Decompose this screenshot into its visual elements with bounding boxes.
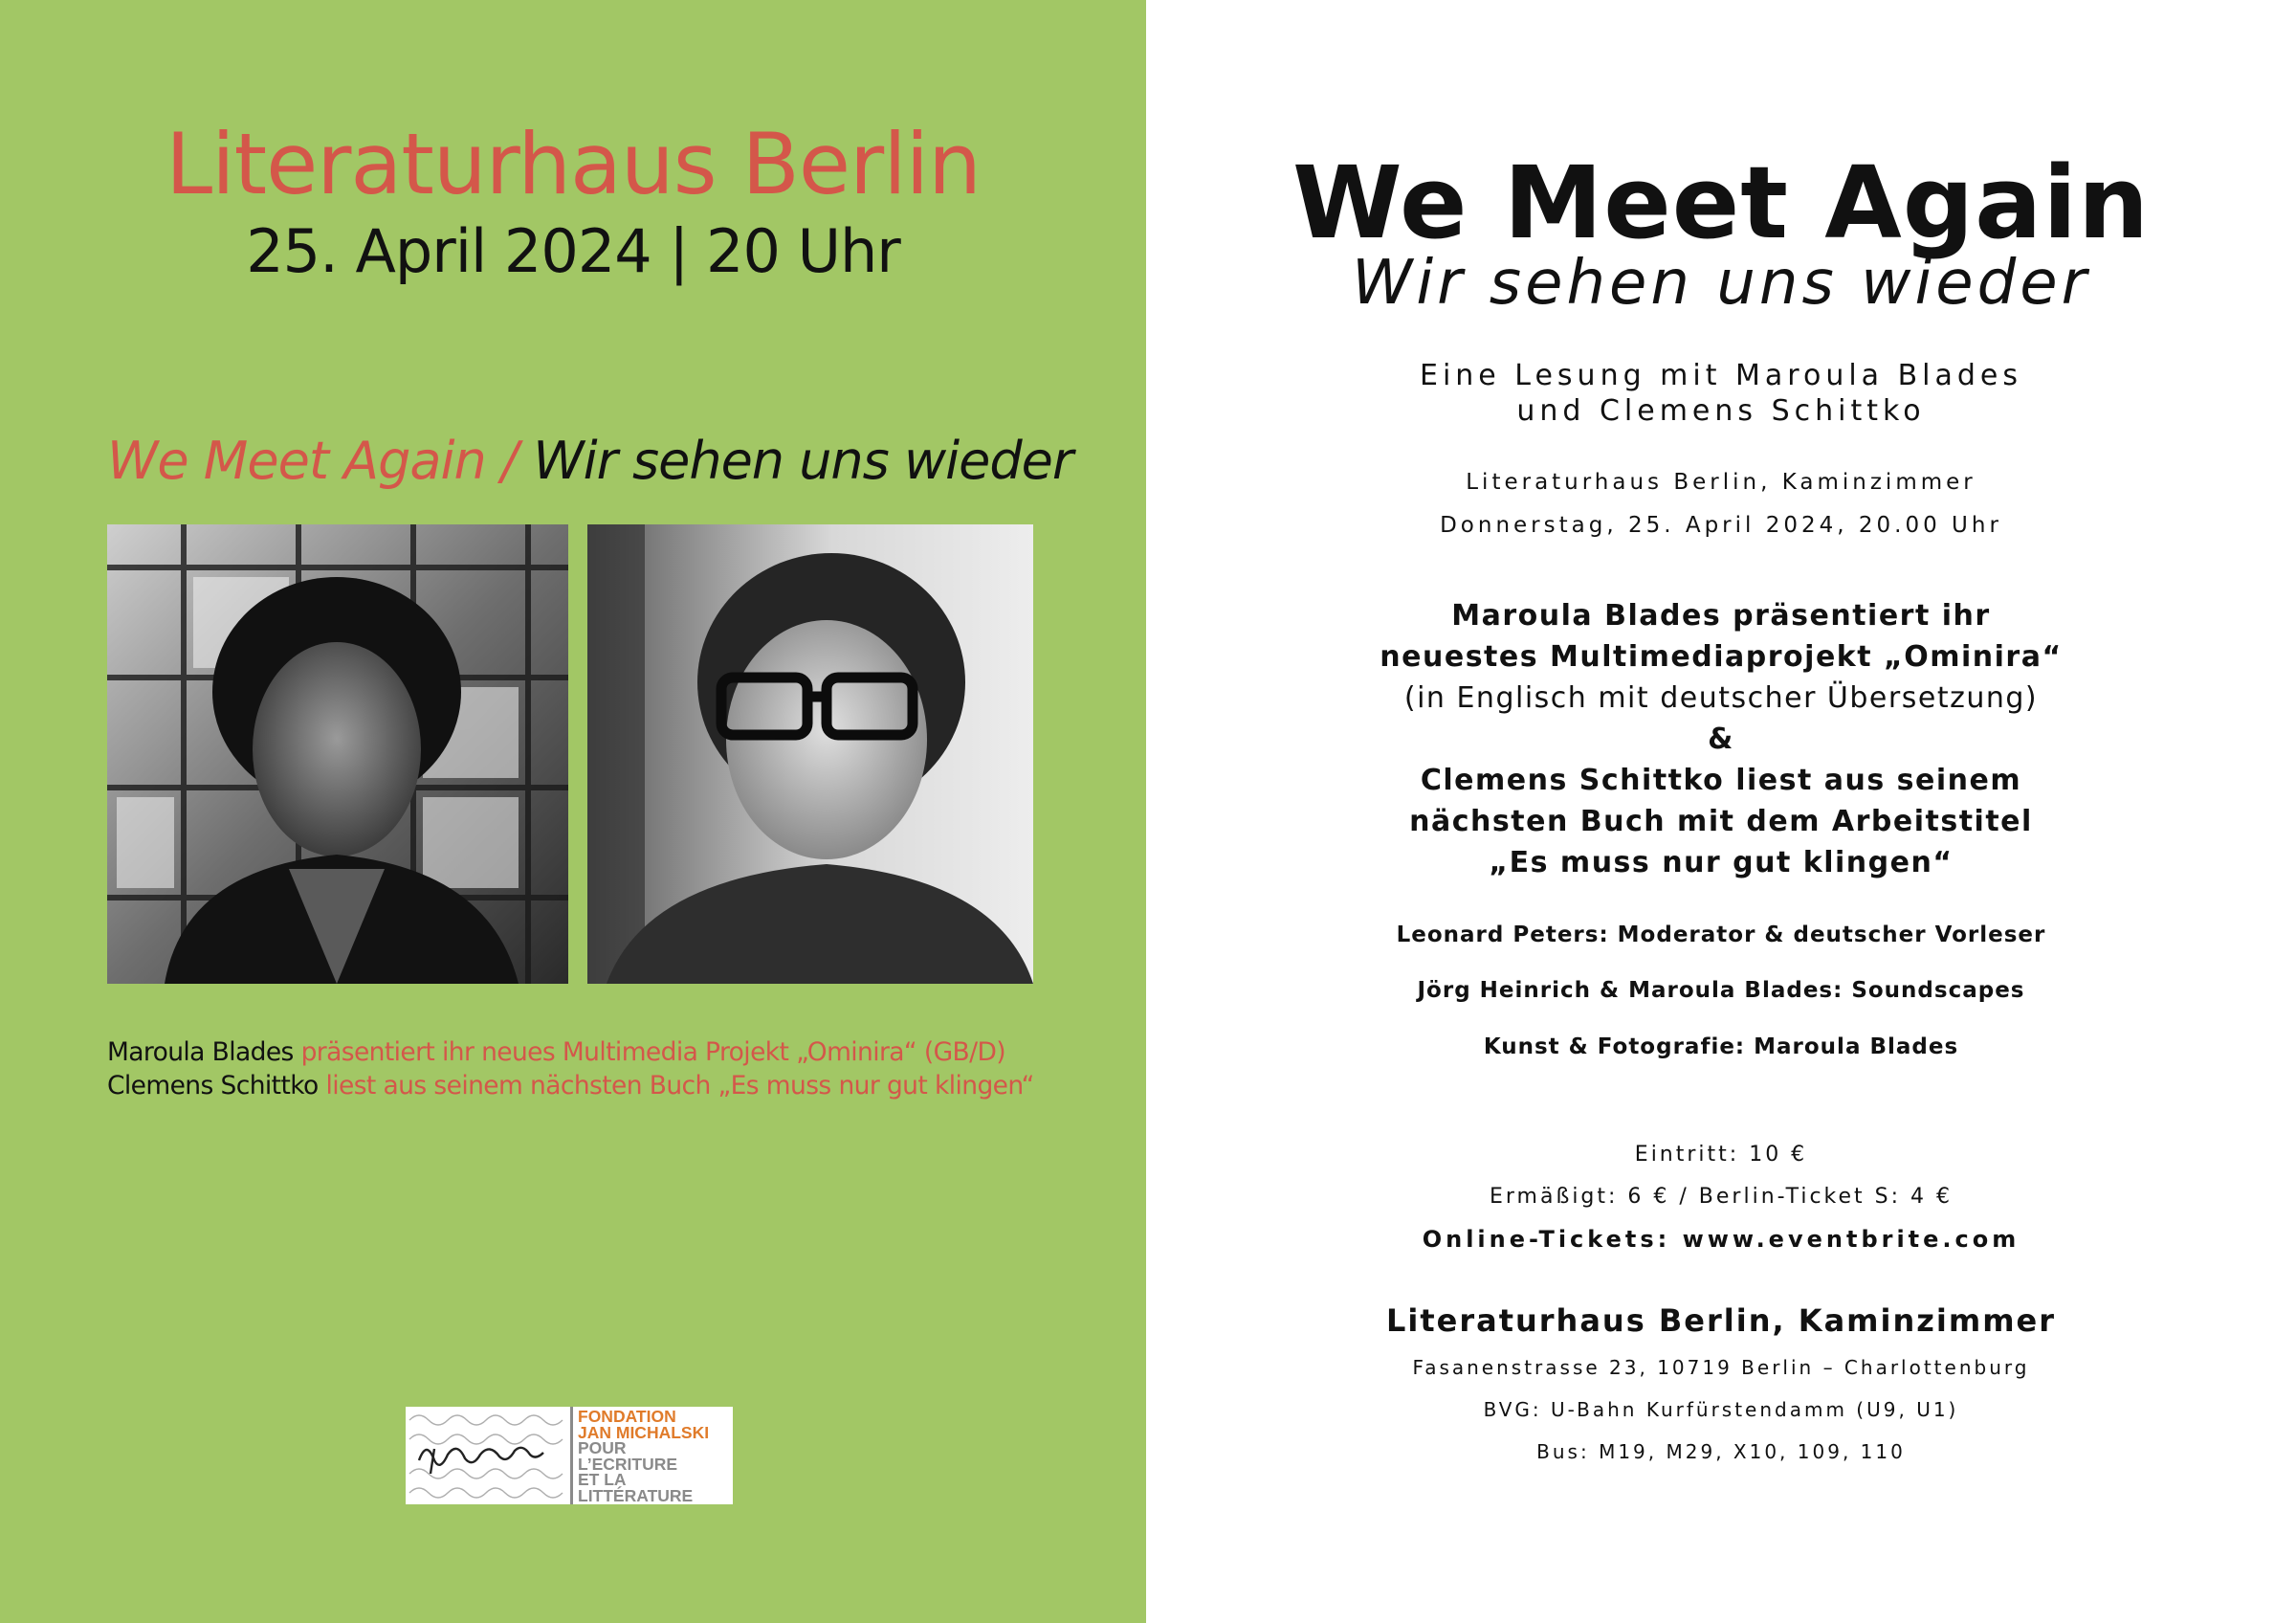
credit-moderator: Leonard Peters: Moderator & deutscher Vorleser: [1396, 923, 2046, 947]
address-bvg: BVG: U-Bahn Kurfürstendamm (U9, U1): [1483, 1398, 1959, 1421]
event-title: We Meet Again: [1292, 145, 2151, 261]
credit-art-photography: Kunst & Fotografie: Maroula Blades: [1483, 1034, 1959, 1059]
venue-title: Literaturhaus Berlin: [166, 115, 981, 213]
fondation-jan-michalski-logo: [406, 1407, 733, 1504]
left-panel: [0, 0, 1146, 1623]
datetime-line: Donnerstag, 25. April 2024, 20.00 Uhr: [1440, 513, 2002, 538]
participant-description: liest aus seinem nächsten Buch „Es muss nur gut klingen“: [318, 1071, 1034, 1101]
event-date: 25. April 2024 | 20 Uhr: [246, 216, 900, 286]
address-heading: Literaturhaus Berlin, Kaminzimmer: [1385, 1302, 2057, 1339]
participant-name: Clemens Schittko: [107, 1071, 319, 1101]
participant-line: [107, 1069, 1034, 1102]
event-subtitle: [107, 431, 1073, 491]
event-subtitle-german: Wir sehen uns wieder: [1352, 248, 2090, 319]
reading-description: Eine Lesung mit Maroula Blades und Clemens Schittko: [1419, 359, 2023, 428]
portrait-maroula-blades: [107, 524, 568, 984]
portrait-clemens-schittko: [587, 524, 1033, 984]
address-street: Fasanenstrasse 23, 10719 Berlin – Charlottenburg: [1412, 1356, 2030, 1379]
signature-pattern-icon: [406, 1407, 568, 1504]
subtitle-german: Wir sehen uns wieder: [533, 431, 1073, 491]
ticket-entry-price: Eintritt: 10 €: [1634, 1143, 1808, 1167]
credit-soundscapes: Jörg Heinrich & Maroula Blades: Soundscapes: [1417, 978, 2025, 1003]
subtitle-separator: /: [485, 431, 534, 491]
participant-name: Maroula Blades: [107, 1037, 294, 1067]
participant-description: präsentiert ihr neues Multimedia Projekt „Ominira“ (GB/D): [293, 1037, 1006, 1067]
subtitle-english: We Meet Again: [107, 431, 486, 491]
program-description: Maroula Blades präsentiert ihr neuestes Multimediaprojekt „Ominira“ (in Englisch mit deutscher Übersetzung) & Clemens Schittko liest aus seinem nächsten Buch mit dem Arbeitstitel „Es muss nur gut klingen“: [1380, 599, 2063, 879]
participant-line: [107, 1035, 1034, 1069]
ticket-reduced-price: Ermäßigt: 6 € / Berlin-Ticket S: 4 €: [1489, 1185, 1954, 1209]
venue-line: Literaturhaus Berlin, Kaminzimmer: [1466, 470, 1976, 495]
right-panel: [1146, 0, 2296, 1623]
address-bus: Bus: M19, M29, X10, 109, 110: [1536, 1440, 1906, 1463]
logo-divider: [570, 1407, 573, 1504]
ticket-online-link[interactable]: Online-Tickets: www.eventbrite.com: [1422, 1226, 2020, 1253]
logo-text: FONDATION JAN MICHALSKI POUR L’ECRITURE ET LA LITTÉRATURE: [578, 1407, 710, 1504]
participants-info: [107, 1035, 1034, 1102]
